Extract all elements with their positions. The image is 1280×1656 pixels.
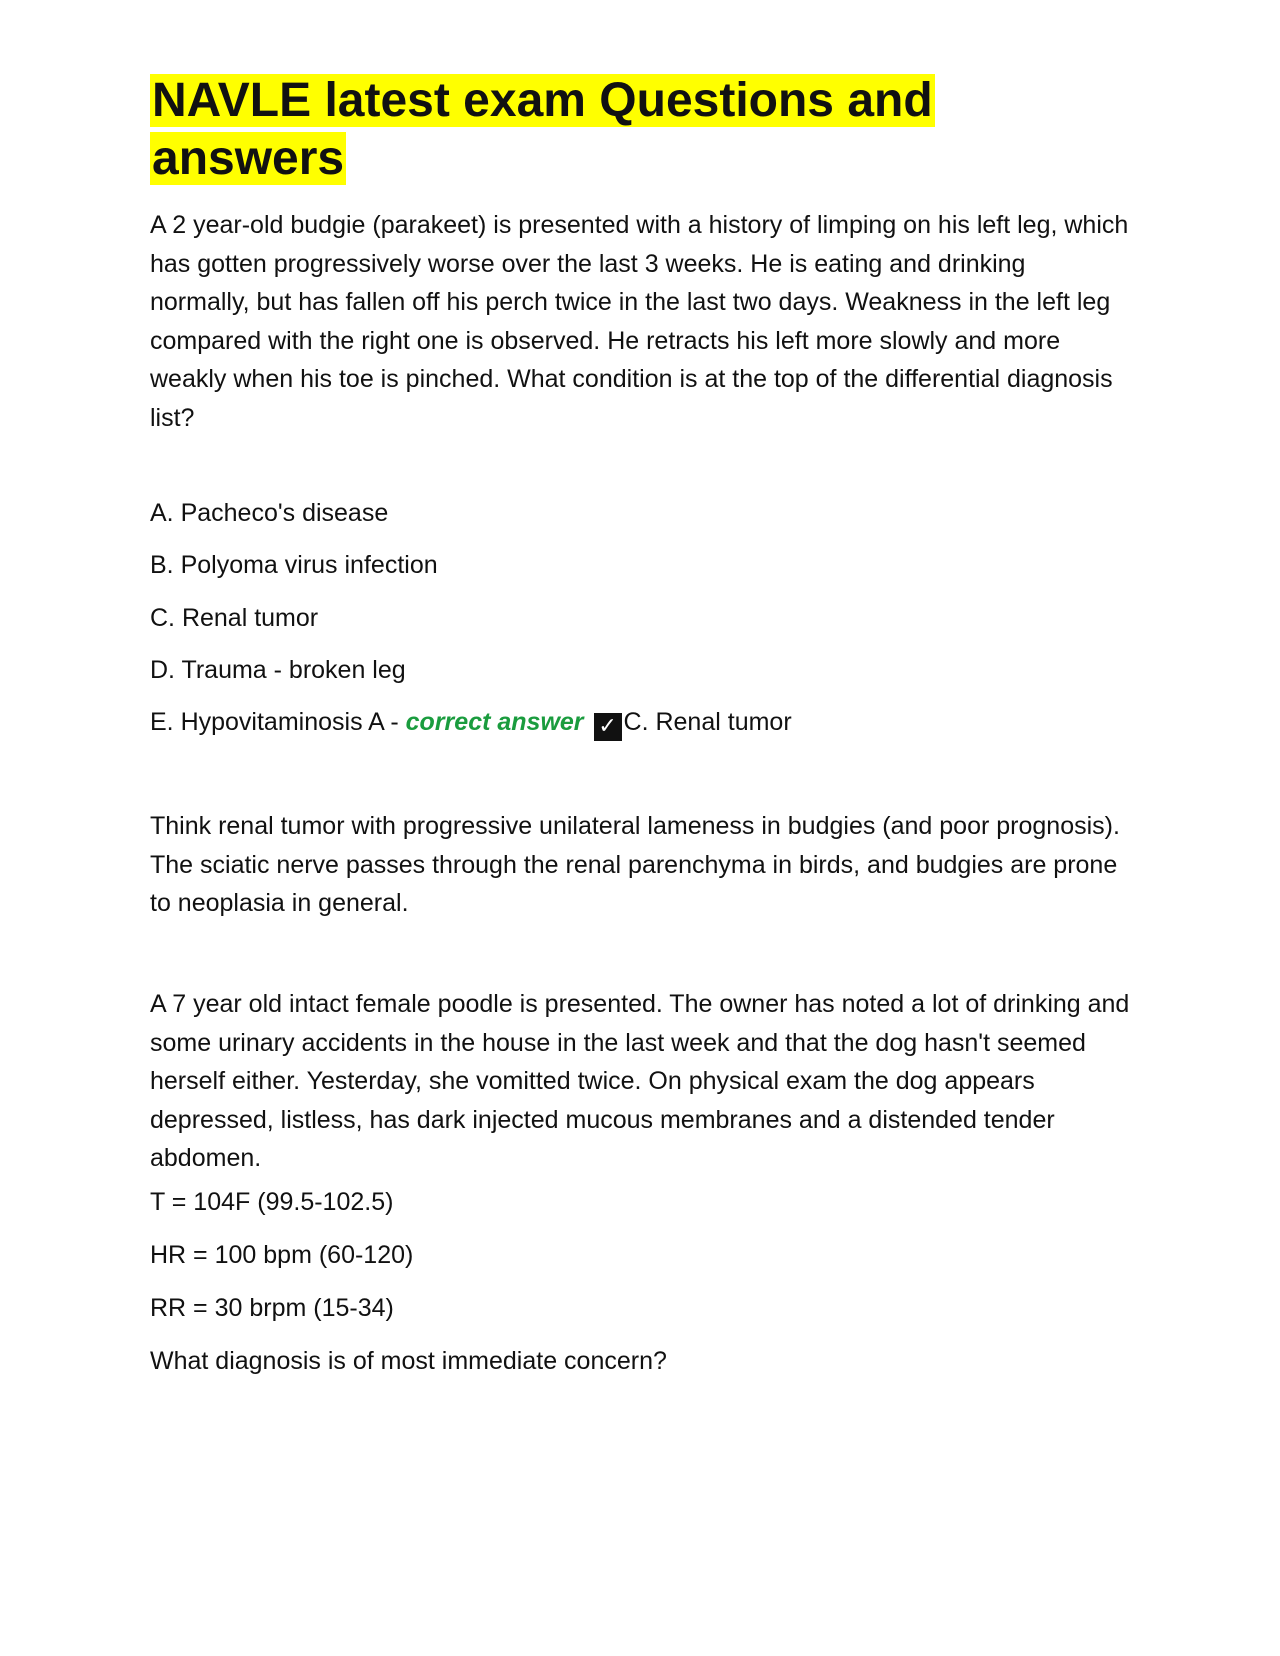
checkmark-icon: ✓ xyxy=(594,713,622,741)
option-e: E. Hypovitaminosis A - xyxy=(150,708,406,736)
question2-prompt: What diagnosis is of most immediate concern? xyxy=(150,1347,667,1375)
answer-text: C. Renal tumor xyxy=(623,708,792,736)
vital-heart-rate: HR = 100 bpm (60-120) xyxy=(150,1241,414,1269)
page-title xyxy=(150,72,1050,188)
vital-respiratory-rate: RR = 30 brpm (15-34) xyxy=(150,1294,394,1322)
title-line-1: NAVLE latest exam Questions and xyxy=(152,74,933,127)
option-c: C. Renal tumor xyxy=(150,604,319,632)
option-a: A. Pacheco's disease xyxy=(150,499,389,527)
vital-temperature: T = 104F (99.5-102.5) xyxy=(150,1188,394,1216)
correct-answer-label: correct answer xyxy=(405,708,584,736)
title-line-2: answers xyxy=(152,132,345,185)
question2-stem: A 7 year old intact female poodle is presented. The owner has noted a lot of drinking and some urinary accidents in the house in the last week and that the dog hasn't seemed herself either. Yesterday, she vomitted twice. On physical exam the dog appears depressed, listless, has dark injected mucous membranes and a distended tender abdomen. xyxy=(150,990,1130,1172)
option-e-with-answer xyxy=(150,703,792,742)
question1-stem: A 2 year-old budgie (parakeet) is presented with a history of limping on his left leg, which has gotten progressively worse over the last 3 weeks. He is eating and drinking normally, but has fallen off his perch twice in the last two days. Weakness in the left leg compared with the right one is observed. He retracts his left more slowly and more weakly when his toe is pinched. What condition is at the top of the differential diagnosis list? xyxy=(150,211,1129,432)
question1-explanation: Think renal tumor with progressive unilateral lameness in budgies (and poor prognosis). The sciatic nerve passes through the renal parenchyma in birds, and budgies are prone to neoplasia in general. xyxy=(150,812,1120,917)
option-b: B. Polyoma virus infection xyxy=(150,551,438,579)
option-d: D. Trauma - broken leg xyxy=(150,656,406,684)
